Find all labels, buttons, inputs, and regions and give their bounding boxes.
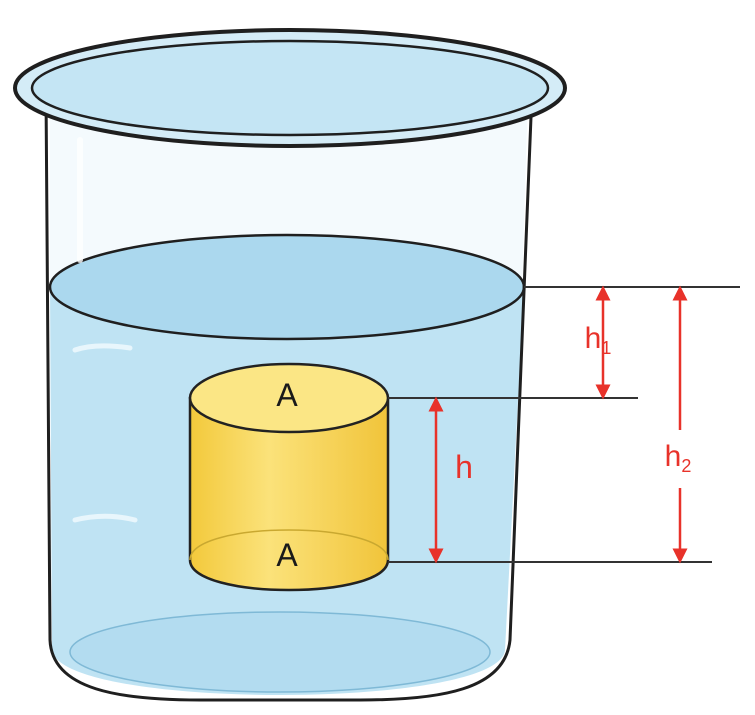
h1-label — [585, 322, 612, 358]
h-label: h — [455, 449, 473, 485]
h2-label-base: h — [664, 440, 682, 473]
h2-label — [665, 440, 692, 476]
top-face-label: A — [276, 377, 298, 413]
water-surface — [50, 235, 524, 339]
h2-label-sub: 2 — [681, 456, 692, 476]
bottom-face-label: A — [276, 537, 298, 573]
h1-label-sub: 1 — [601, 338, 612, 358]
beaker-rim-inner — [32, 41, 548, 135]
h1-label-base: h — [584, 322, 602, 355]
beaker-bottom-ellipse — [70, 612, 490, 692]
